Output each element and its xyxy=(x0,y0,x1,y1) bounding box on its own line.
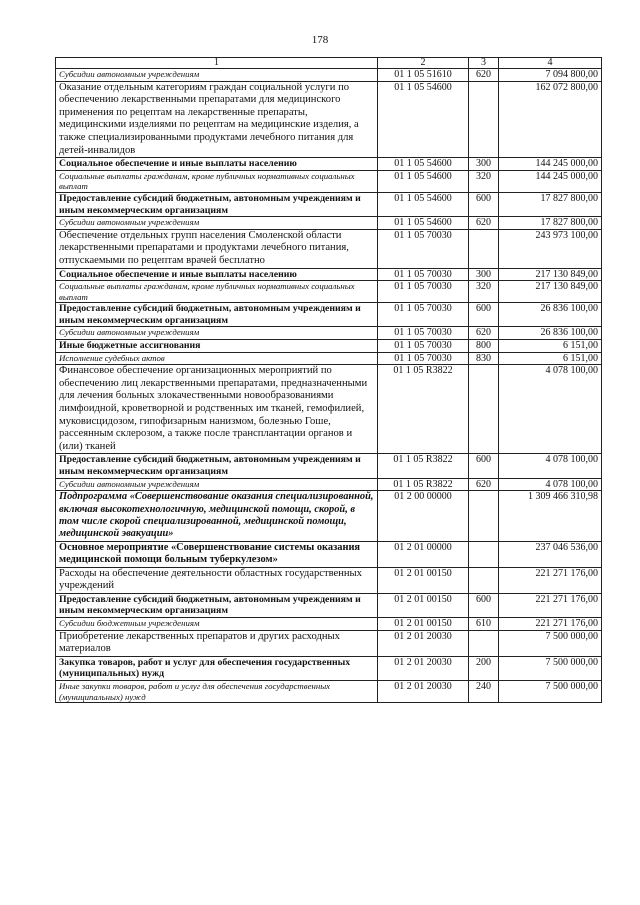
row-amount: 162 072 800,00 xyxy=(499,81,602,158)
table-row xyxy=(56,454,602,478)
row-target-code: 01 1 05 54600 xyxy=(378,81,469,158)
row-expense-type: 620 xyxy=(469,217,499,230)
row-description: Социальные выплаты гражданам, кроме публичных нормативных социальных выплат xyxy=(56,281,378,303)
row-target-code: 01 1 05 R3822 xyxy=(378,478,469,491)
row-description: Субсидии автономным учреждениям xyxy=(56,217,378,230)
table-row xyxy=(56,593,602,617)
row-expense-type xyxy=(469,81,499,158)
row-amount: 1 309 466 310,98 xyxy=(499,491,602,542)
row-expense-type: 620 xyxy=(469,327,499,340)
row-target-code: 01 2 01 00150 xyxy=(378,567,469,593)
row-amount: 26 836 100,00 xyxy=(499,303,602,327)
row-amount: 221 271 176,00 xyxy=(499,567,602,593)
row-expense-type: 240 xyxy=(469,680,499,702)
row-amount: 221 271 176,00 xyxy=(499,618,602,631)
row-amount: 7 500 000,00 xyxy=(499,656,602,680)
table-header-row xyxy=(56,58,602,69)
row-target-code: 01 1 05 70030 xyxy=(378,327,469,340)
row-description: Исполнение судебных актов xyxy=(56,352,378,365)
row-amount: 6 151,00 xyxy=(499,340,602,353)
header-cell-1: 1 xyxy=(56,58,378,69)
row-description: Приобретение лекарственных препаратов и других расходных материалов xyxy=(56,630,378,656)
table-row xyxy=(56,327,602,340)
row-target-code: 01 1 05 70030 xyxy=(378,281,469,303)
row-expense-type: 620 xyxy=(469,69,499,82)
table-row xyxy=(56,680,602,702)
row-description: Социальные выплаты гражданам, кроме публичных нормативных социальных выплат xyxy=(56,170,378,192)
row-amount: 4 078 100,00 xyxy=(499,454,602,478)
table-row xyxy=(56,630,602,656)
row-target-code: 01 2 01 20030 xyxy=(378,680,469,702)
row-description: Расходы на обеспечение деятельности областных государственных учреждений xyxy=(56,567,378,593)
row-amount: 237 046 536,00 xyxy=(499,541,602,567)
row-target-code: 01 2 01 20030 xyxy=(378,630,469,656)
row-description: Социальное обеспечение и иные выплаты населению xyxy=(56,158,378,171)
row-target-code: 01 1 05 70030 xyxy=(378,229,469,268)
header-cell-3: 3 xyxy=(469,58,499,69)
table-row xyxy=(56,618,602,631)
row-target-code: 01 2 00 00000 xyxy=(378,491,469,542)
row-expense-type xyxy=(469,541,499,567)
row-target-code: 01 1 05 51610 xyxy=(378,69,469,82)
row-target-code: 01 1 05 54600 xyxy=(378,217,469,230)
table-row xyxy=(56,491,602,542)
row-description: Иные бюджетные ассигнования xyxy=(56,340,378,353)
budget-table xyxy=(55,57,602,703)
row-expense-type: 320 xyxy=(469,281,499,303)
row-amount: 221 271 176,00 xyxy=(499,593,602,617)
row-description: Субсидии автономным учреждениям xyxy=(56,478,378,491)
row-expense-type: 610 xyxy=(469,618,499,631)
row-expense-type: 320 xyxy=(469,170,499,192)
row-description: Субсидии бюджетным учреждениям xyxy=(56,618,378,631)
header-cell-2: 2 xyxy=(378,58,469,69)
row-description: Предоставление субсидий бюджетным, автономным учреждениям и иным некоммерческим организациям xyxy=(56,593,378,617)
row-description: Основное мероприятие «Совершенствование системы оказания медицинской помощи больным туберкулезом» xyxy=(56,541,378,567)
table-row xyxy=(56,478,602,491)
row-target-code: 01 1 05 70030 xyxy=(378,268,469,281)
row-amount: 26 836 100,00 xyxy=(499,327,602,340)
row-description: Субсидии автономным учреждениям xyxy=(56,69,378,82)
row-amount: 144 245 000,00 xyxy=(499,158,602,171)
table-row xyxy=(56,352,602,365)
row-amount: 7 500 000,00 xyxy=(499,680,602,702)
row-expense-type: 830 xyxy=(469,352,499,365)
row-description: Оказание отдельным категориям граждан социальной услуги по обеспечению лекарственными препаратами для медицинского применения по рецептам на лекарственные препараты, медицинскими изделиями по рецептам на медицинские изделия, а также специализированными продуктами лечебного питания для детей-инвалидов xyxy=(56,81,378,158)
row-amount: 6 151,00 xyxy=(499,352,602,365)
row-target-code: 01 1 05 54600 xyxy=(378,170,469,192)
row-description: Обеспечение отдельных групп населения Смоленской области лекарственными препаратами и продуктами лечебного питания, отпускаемыми по рецептам врачей бесплатно xyxy=(56,229,378,268)
table-row xyxy=(56,281,602,303)
row-expense-type xyxy=(469,229,499,268)
row-target-code: 01 2 01 00000 xyxy=(378,541,469,567)
row-amount: 144 245 000,00 xyxy=(499,170,602,192)
row-expense-type: 600 xyxy=(469,303,499,327)
row-expense-type xyxy=(469,630,499,656)
row-amount: 217 130 849,00 xyxy=(499,281,602,303)
table-row xyxy=(56,217,602,230)
row-amount: 243 973 100,00 xyxy=(499,229,602,268)
table-row xyxy=(56,69,602,82)
row-amount: 4 078 100,00 xyxy=(499,365,602,454)
row-description: Субсидии автономным учреждениям xyxy=(56,327,378,340)
row-description: Закупка товаров, работ и услуг для обеспечения государственных (муниципальных) нужд xyxy=(56,656,378,680)
row-description: Социальное обеспечение и иные выплаты населению xyxy=(56,268,378,281)
table-row xyxy=(56,567,602,593)
row-amount: 7 094 800,00 xyxy=(499,69,602,82)
row-amount: 217 130 849,00 xyxy=(499,268,602,281)
row-expense-type: 300 xyxy=(469,158,499,171)
table-row xyxy=(56,365,602,454)
row-amount: 4 078 100,00 xyxy=(499,478,602,491)
row-expense-type: 600 xyxy=(469,454,499,478)
row-expense-type: 800 xyxy=(469,340,499,353)
row-amount: 17 827 800,00 xyxy=(499,192,602,216)
row-target-code: 01 2 01 20030 xyxy=(378,656,469,680)
table-row xyxy=(56,158,602,171)
row-description: Иные закупки товаров, работ и услуг для обеспечения государственных (муниципальных) нужд xyxy=(56,680,378,702)
row-expense-type xyxy=(469,567,499,593)
row-expense-type xyxy=(469,491,499,542)
row-description: Финансовое обеспечение организационных мероприятий по обеспечению лиц лекарственными препаратами, предназначенными для лечения больных злокачественными новообразованиями лимфоидной, кроветворной и родственных им тканей, гемофилией, муковисцидозом, гипофизарным нанизмом, болезнью Гоше, рассеянным склерозом, а также после трансплантации органов и (или) тканей xyxy=(56,365,378,454)
row-amount: 17 827 800,00 xyxy=(499,217,602,230)
table-row xyxy=(56,303,602,327)
row-expense-type: 600 xyxy=(469,593,499,617)
row-expense-type: 600 xyxy=(469,192,499,216)
page-number: 178 xyxy=(311,34,329,46)
row-expense-type: 200 xyxy=(469,656,499,680)
row-target-code: 01 1 05 R3822 xyxy=(378,454,469,478)
row-description: Предоставление субсидий бюджетным, автономным учреждениям и иным некоммерческим организациям xyxy=(56,454,378,478)
header-cell-4: 4 xyxy=(499,58,602,69)
table-row xyxy=(56,541,602,567)
table-row xyxy=(56,229,602,268)
row-expense-type: 300 xyxy=(469,268,499,281)
table-row xyxy=(56,81,602,158)
row-expense-type: 620 xyxy=(469,478,499,491)
row-expense-type xyxy=(469,365,499,454)
row-target-code: 01 1 05 70030 xyxy=(378,303,469,327)
table-row xyxy=(56,340,602,353)
table-row xyxy=(56,268,602,281)
table-row xyxy=(56,656,602,680)
row-target-code: 01 1 05 70030 xyxy=(378,352,469,365)
row-target-code: 01 2 01 00150 xyxy=(378,618,469,631)
row-description: Предоставление субсидий бюджетным, автономным учреждениям и иным некоммерческим организациям xyxy=(56,303,378,327)
row-target-code: 01 1 05 54600 xyxy=(378,158,469,171)
table-row xyxy=(56,192,602,216)
row-target-code: 01 1 05 R3822 xyxy=(378,365,469,454)
row-target-code: 01 1 05 54600 xyxy=(378,192,469,216)
row-description: Подпрограмма «Совершенствование оказания специализированной, включая высокотехнологичную, медицинской помощи, скорой, в том числе скорой специализированной, медицинской помощи, медицинской эвакуации» xyxy=(56,491,378,542)
table-row xyxy=(56,170,602,192)
row-description: Предоставление субсидий бюджетным, автономным учреждениям и иным некоммерческим организациям xyxy=(56,192,378,216)
row-target-code: 01 1 05 70030 xyxy=(378,340,469,353)
row-target-code: 01 2 01 00150 xyxy=(378,593,469,617)
row-amount: 7 500 000,00 xyxy=(499,630,602,656)
